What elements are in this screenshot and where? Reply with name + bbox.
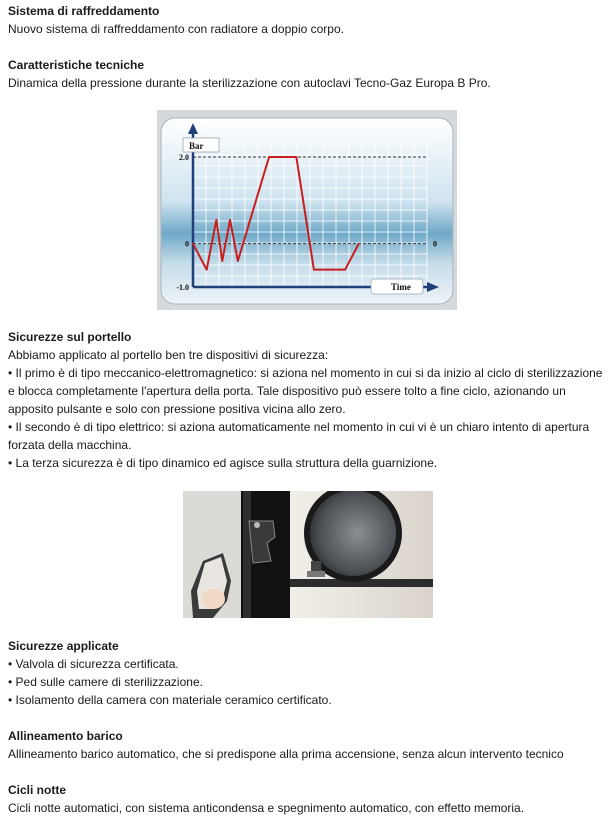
cooling-title: Sistema di raffreddamento (8, 4, 160, 18)
door-safety-intro: Abbiamo applicato al portello ben tre dispositivi di sicurezza: (8, 348, 329, 362)
y-axis-label: Bar (189, 141, 204, 151)
pressure-chart-svg (157, 110, 457, 310)
section-night-cycles (8, 781, 608, 817)
applied-safety-title: Sicurezze applicate (8, 639, 119, 653)
pressure-data-point (344, 269, 346, 271)
pressure-data-point (216, 219, 218, 221)
section-cooling (8, 2, 608, 38)
specs-title: Caratteristiche tecniche (8, 58, 145, 72)
section-specs (8, 56, 608, 92)
specs-text: Dinamica della pressione durante la sterilizzazione con autoclavi Tecno-Gaz Europa B Pro. (8, 76, 491, 90)
door-safety-bullet-2: • Il secondo è di tipo elettrico: si aziona automaticamente nel momento in cui vi è un chiaro intento di apertura forzata della macchina. (8, 420, 590, 452)
y-tick-label: 0 (185, 239, 189, 249)
pressure-data-point (221, 260, 223, 262)
applied-safety-bullet-1: • Valvola di sicurezza certificata. (8, 657, 179, 671)
right-zero-label: 0 (433, 239, 437, 249)
y-tick-label: -1.0 (176, 283, 189, 292)
autoclave-door-illustration (183, 491, 433, 618)
pressure-data-point (358, 243, 360, 245)
night-text: Cicli notte automatici, con sistema anticondensa e spegnimento automatico, con effetto memoria. (8, 801, 525, 815)
door-safety-bullet-3: • La terza sicurezza è di tipo dinamico ed agisce sulla struttura della guarnizione. (8, 456, 438, 470)
alignment-title: Allineamento barico (8, 729, 123, 743)
pressure-data-point (192, 243, 194, 245)
section-door-safety (8, 328, 608, 472)
autoclave-door-photo (183, 491, 433, 618)
pressure-data-point (313, 269, 315, 271)
pressure-data-point (229, 219, 231, 221)
door-safety-title: Sicurezze sul portello (8, 330, 132, 344)
y-tick-label: 2.0 (179, 153, 189, 162)
pressure-data-point (296, 156, 298, 158)
section-alignment (8, 727, 608, 763)
night-title: Cicli notte (8, 783, 67, 797)
pressure-data-point (268, 156, 270, 158)
alignment-text: Allineamento barico automatico, che si predispone alla prima accensione, senza alcun intervento tecnico (8, 747, 564, 761)
cooling-text: Nuovo sistema di raffreddamento con radiatore a doppio corpo. (8, 22, 344, 36)
pressure-data-point (237, 260, 239, 262)
x-axis-label: Time (391, 282, 411, 292)
applied-safety-bullet-3: • Isolamento della camera con materiale ceramico certificato. (8, 693, 332, 707)
section-applied-safety (8, 637, 608, 709)
pressure-chart (157, 110, 457, 310)
applied-safety-bullet-2: • Ped sulle camere di sterilizzazione. (8, 675, 203, 689)
pressure-data-point (206, 269, 208, 271)
door-safety-bullet-1: • Il primo è di tipo meccanico-elettromagnetico: si aziona nel momento in cui si da inizio al ciclo di sterilizzazione e blocca completamente l'apertura della porta. Tale dispositivo può essere tolto a fine ciclo, azionando un apposito pulsante e solo con pressione positiva vicina allo zero. (8, 366, 603, 416)
